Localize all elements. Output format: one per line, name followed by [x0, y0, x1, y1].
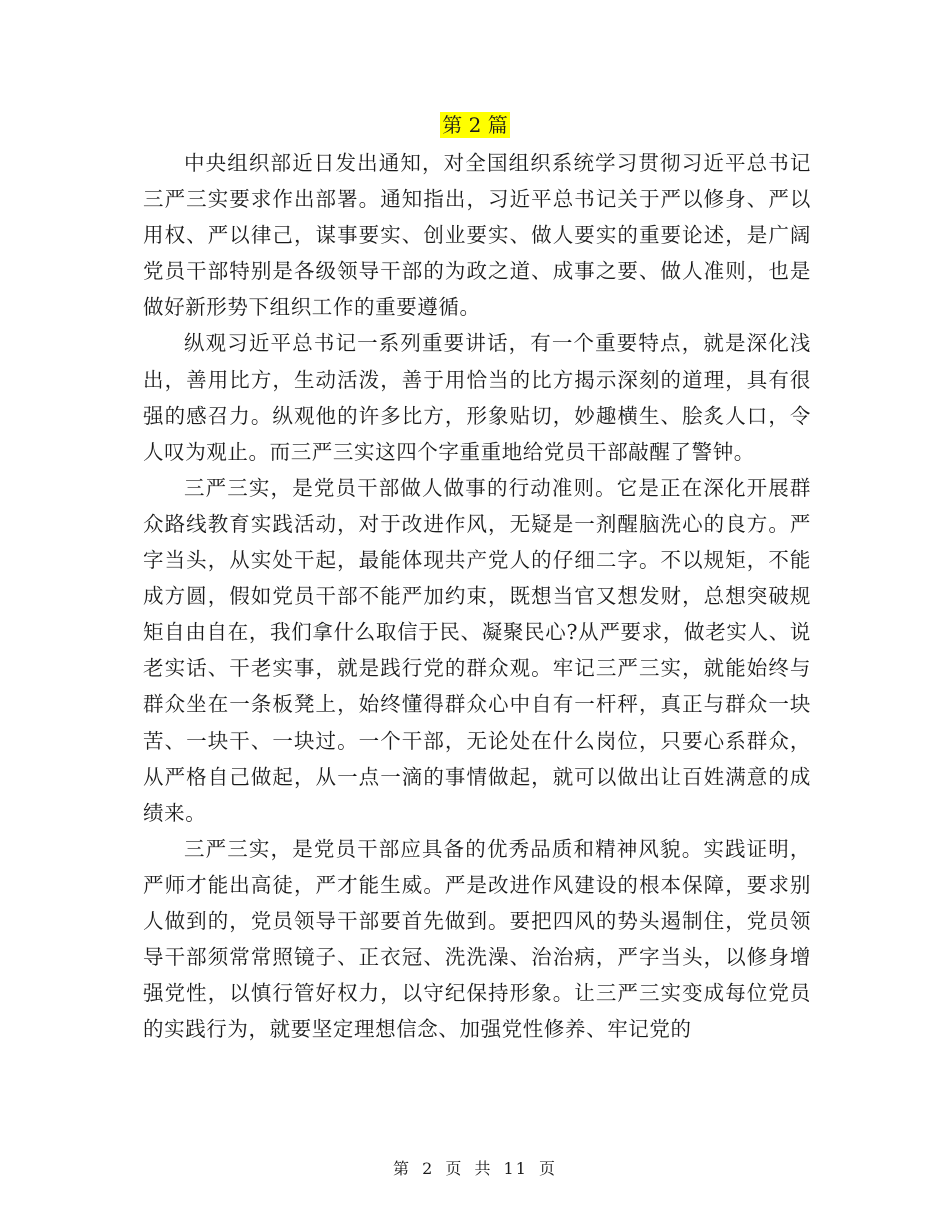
paragraph: 中央组织部近日发出通知，对全国组织系统学习贯彻习近平总书记三严三实要求作出部署。通知指出，习近平总书记关于严以修身、严以用权、严以律己，谋事要实、创业要实、做人要实的重要论述，是广阔党员干部特别是各级领导干部的为政之道、成事之要、做人准则，也是做好新形势下组织工作的重要遵循。	[143, 151, 811, 320]
paragraph: 三严三实，是党员干部做人做事的行动准则。它是正在深化开展群众路线教育实践活动，对于改进作风，无疑是一剂醒脑洗心的良方。严字当头，从实处干起，最能体现共产党人的仔细二字。不以规矩，不能成方圆，假如党员干部不能严加约束，既想当官又想发财，总想突破规矩自由自在，我们拿什么取信于民、凝聚民心?从严要求，做老实人、说老实话、干老实事，就是践行党的群众观。牢记三严三实，就能始终与群众坐在一条板凳上，始终懂得群众心中自有一杆秤，真正与群众一块苦、一块干、一块过。一个干部，无论处在什么岗位，只要心系群众，从严格自己做起，从一点一滴的事情做起，就可以做出让百姓满意的成绩来。	[143, 475, 811, 825]
body-text	[143, 145, 811, 1047]
paragraph: 纵观习近平总书记一系列重要讲话，有一个重要特点，就是深化浅出，善用比方，生动活泼，善于用恰当的比方揭示深刻的道理，具有很强的感召力。纵观他的许多比方，形象贴切，妙趣横生、脍炙人口，令人叹为观止。而三严三实这四个字重重地给党员干部敲醒了警钟。	[143, 331, 811, 464]
title-container	[0, 112, 950, 138]
page-number-footer: 第 2 页 共 11 页	[393, 1159, 557, 1178]
section-title: 第 2 篇	[442, 113, 508, 137]
paragraph: 三严三实，是党员干部应具备的优秀品质和精神风貌。实践证明，严师才能出高徒，严才能生威。严是改进作风建设的根本保障，要求别人做到的，党员领导干部要首先做到。要把四风的势头遏制住，党员领导干部须常常照镜子、正衣冠、洗洗澡、治治病，严字当头，以修身增强党性，以慎行管好权力，以守纪保持形象。让三严三实变成每位党员的实践行为，就要坚定理想信念、加强党性修养、牢记党的	[143, 836, 811, 1042]
